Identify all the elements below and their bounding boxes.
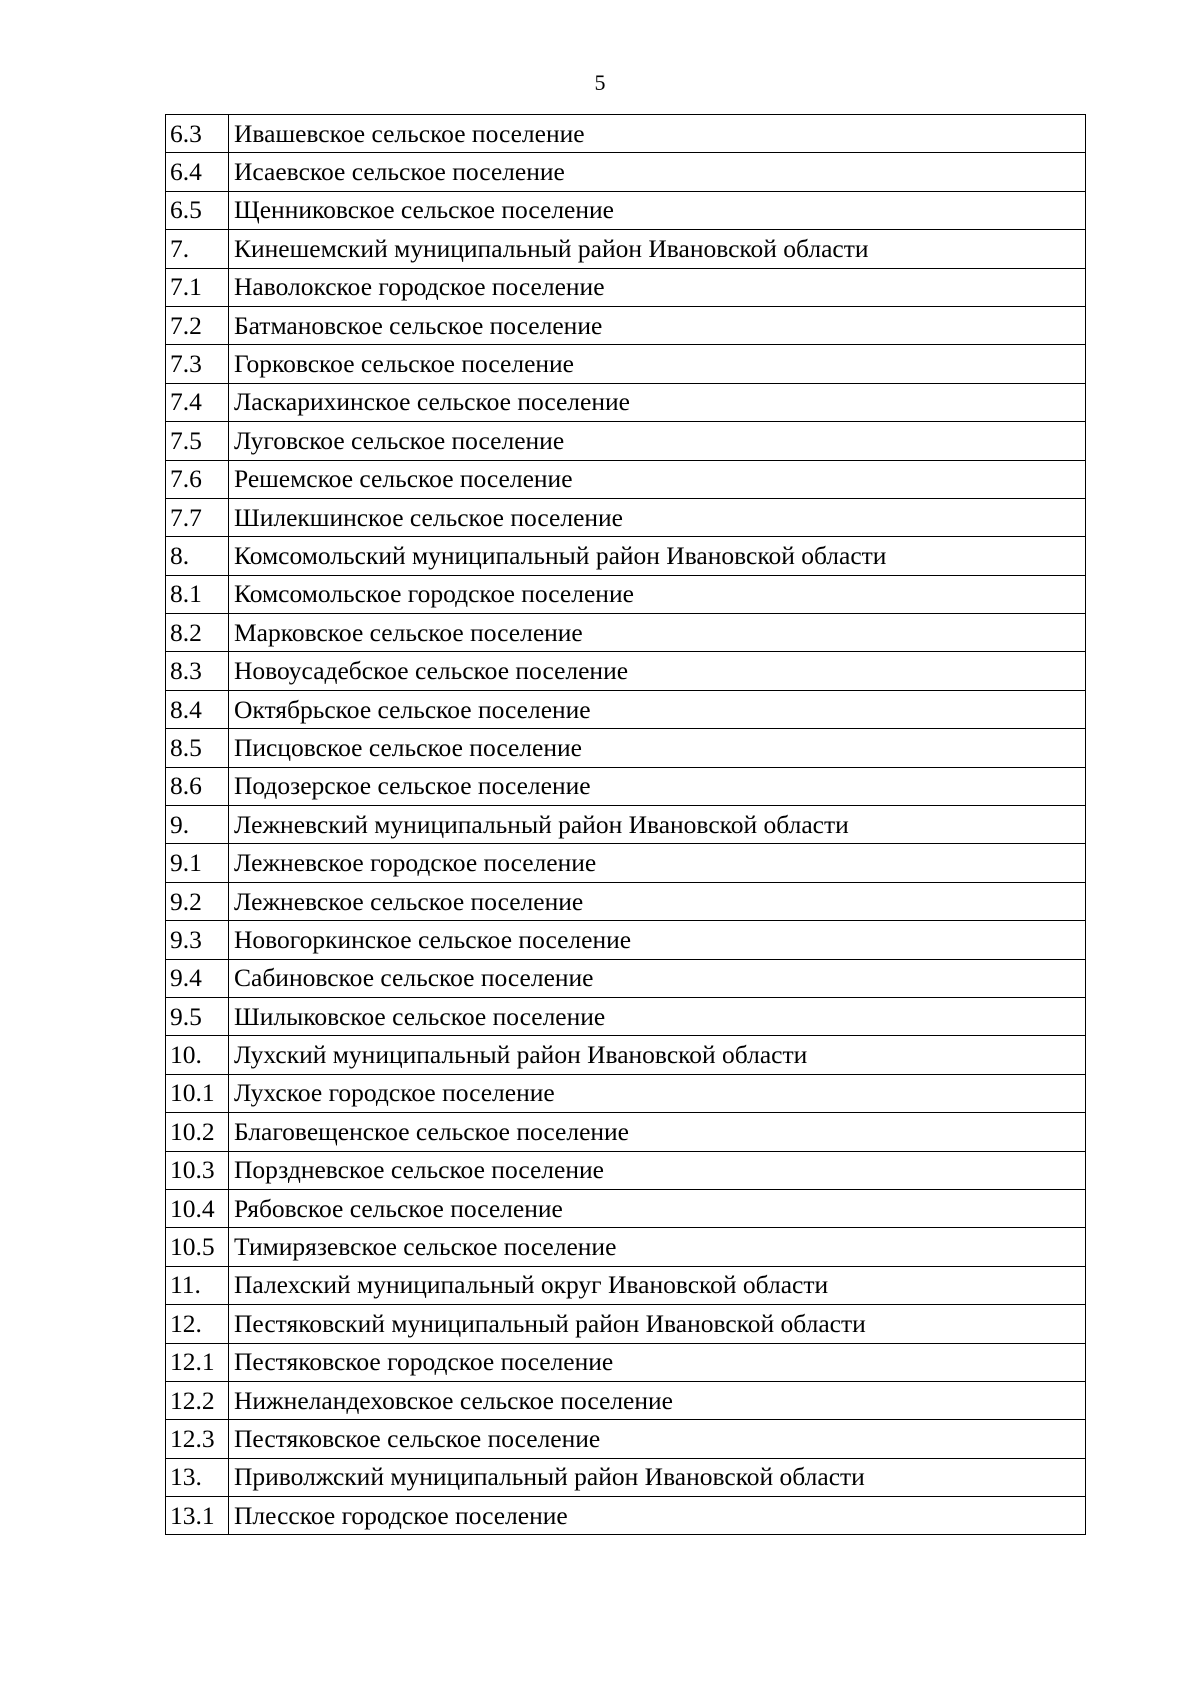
row-number: 13.1 xyxy=(166,1497,229,1535)
table-row xyxy=(166,1381,1086,1419)
row-name: Решемское сельское поселение xyxy=(229,460,1086,498)
table-row xyxy=(166,1036,1086,1074)
row-name: Палехский муниципальный округ Ивановской области xyxy=(229,1266,1086,1304)
table-row xyxy=(166,460,1086,498)
row-number: 10.4 xyxy=(166,1189,229,1227)
row-name: Ласкарихинское сельское поселение xyxy=(229,383,1086,421)
table-row xyxy=(166,153,1086,191)
row-name: Пестяковское городское поселение xyxy=(229,1343,1086,1381)
table-row xyxy=(166,1228,1086,1266)
row-number: 6.3 xyxy=(166,115,229,153)
table-row xyxy=(166,191,1086,229)
row-name: Лежневское городское поселение xyxy=(229,844,1086,882)
table-row xyxy=(166,1420,1086,1458)
row-number: 9.4 xyxy=(166,959,229,997)
table-body xyxy=(166,115,1086,1535)
row-number: 10.2 xyxy=(166,1113,229,1151)
row-number: 7.2 xyxy=(166,306,229,344)
row-number: 7.4 xyxy=(166,383,229,421)
table-row xyxy=(166,1113,1086,1151)
table-row xyxy=(166,690,1086,728)
row-number: 12.2 xyxy=(166,1381,229,1419)
row-name: Тимирязевское сельское поселение xyxy=(229,1228,1086,1266)
table-row xyxy=(166,1305,1086,1343)
table-row xyxy=(166,1343,1086,1381)
row-name: Сабиновское сельское поселение xyxy=(229,959,1086,997)
table-row xyxy=(166,806,1086,844)
row-number: 8.3 xyxy=(166,652,229,690)
row-number: 10.1 xyxy=(166,1074,229,1112)
row-name: Плесское городское поселение xyxy=(229,1497,1086,1535)
municipalities-table xyxy=(165,114,1086,1535)
row-number: 7.5 xyxy=(166,422,229,460)
row-name: Луговское сельское поселение xyxy=(229,422,1086,460)
table-row xyxy=(166,537,1086,575)
row-number: 8.1 xyxy=(166,575,229,613)
row-number: 8.6 xyxy=(166,767,229,805)
row-number: 10.5 xyxy=(166,1228,229,1266)
row-name: Пестяковское сельское поселение xyxy=(229,1420,1086,1458)
row-name: Лежневское сельское поселение xyxy=(229,882,1086,920)
row-number: 7.7 xyxy=(166,498,229,536)
row-number: 8. xyxy=(166,537,229,575)
row-name: Благовещенское сельское поселение xyxy=(229,1113,1086,1151)
table-row xyxy=(166,882,1086,920)
table-row xyxy=(166,1266,1086,1304)
table-row xyxy=(166,498,1086,536)
row-name: Писцовское сельское поселение xyxy=(229,729,1086,767)
row-name: Комсомольское городское поселение xyxy=(229,575,1086,613)
row-number: 8.4 xyxy=(166,690,229,728)
table-row xyxy=(166,1458,1086,1496)
table-row xyxy=(166,422,1086,460)
row-number: 12. xyxy=(166,1305,229,1343)
row-name: Горковское сельское поселение xyxy=(229,345,1086,383)
row-name: Шилыковское сельское поселение xyxy=(229,997,1086,1035)
row-number: 12.3 xyxy=(166,1420,229,1458)
table-row xyxy=(166,306,1086,344)
row-number: 13. xyxy=(166,1458,229,1496)
row-name: Щенниковское сельское поселение xyxy=(229,191,1086,229)
table-row xyxy=(166,959,1086,997)
row-number: 11. xyxy=(166,1266,229,1304)
row-number: 7. xyxy=(166,230,229,268)
row-name: Лухский муниципальный район Ивановской области xyxy=(229,1036,1086,1074)
row-number: 6.5 xyxy=(166,191,229,229)
row-name: Рябовское сельское поселение xyxy=(229,1189,1086,1227)
row-name: Шилекшинское сельское поселение xyxy=(229,498,1086,536)
row-number: 7.1 xyxy=(166,268,229,306)
table-row xyxy=(166,115,1086,153)
row-name: Лежневский муниципальный район Ивановской области xyxy=(229,806,1086,844)
row-number: 7.3 xyxy=(166,345,229,383)
table-row xyxy=(166,614,1086,652)
row-name: Нижнеландеховское сельское поселение xyxy=(229,1381,1086,1419)
row-number: 10. xyxy=(166,1036,229,1074)
row-name: Ивашевское сельское поселение xyxy=(229,115,1086,153)
row-name: Лухское городское поселение xyxy=(229,1074,1086,1112)
row-number: 8.5 xyxy=(166,729,229,767)
table-row xyxy=(166,230,1086,268)
table-row xyxy=(166,1189,1086,1227)
table-row xyxy=(166,383,1086,421)
row-number: 9.5 xyxy=(166,997,229,1035)
row-name: Наволокское городское поселение xyxy=(229,268,1086,306)
row-name: Исаевское сельское поселение xyxy=(229,153,1086,191)
row-number: 10.3 xyxy=(166,1151,229,1189)
table-row xyxy=(166,1497,1086,1535)
row-number: 9.1 xyxy=(166,844,229,882)
table-row xyxy=(166,575,1086,613)
table-row xyxy=(166,1151,1086,1189)
row-number: 12.1 xyxy=(166,1343,229,1381)
table-row xyxy=(166,268,1086,306)
row-number: 6.4 xyxy=(166,153,229,191)
row-name: Батмановское сельское поселение xyxy=(229,306,1086,344)
row-name: Комсомольский муниципальный район Ивановской области xyxy=(229,537,1086,575)
row-name: Приволжский муниципальный район Ивановской области xyxy=(229,1458,1086,1496)
row-number: 9. xyxy=(166,806,229,844)
row-name: Новогоркинское сельское поселение xyxy=(229,921,1086,959)
table-row xyxy=(166,921,1086,959)
table-row xyxy=(166,345,1086,383)
row-number: 9.2 xyxy=(166,882,229,920)
row-name: Новоусадебское сельское поселение xyxy=(229,652,1086,690)
table-row xyxy=(166,1074,1086,1112)
row-name: Октябрьское сельское поселение xyxy=(229,690,1086,728)
row-name: Марковское сельское поселение xyxy=(229,614,1086,652)
row-number: 9.3 xyxy=(166,921,229,959)
row-name: Пестяковский муниципальный район Ивановской области xyxy=(229,1305,1086,1343)
table-row xyxy=(166,767,1086,805)
row-number: 7.6 xyxy=(166,460,229,498)
table-row xyxy=(166,997,1086,1035)
row-name: Кинешемский муниципальный район Ивановской области xyxy=(229,230,1086,268)
page-number: 5 xyxy=(594,70,606,95)
row-name: Подозерское сельское поселение xyxy=(229,767,1086,805)
row-name: Порздневское сельское поселение xyxy=(229,1151,1086,1189)
table-row xyxy=(166,652,1086,690)
row-number: 8.2 xyxy=(166,614,229,652)
table-row xyxy=(166,844,1086,882)
table-row xyxy=(166,729,1086,767)
